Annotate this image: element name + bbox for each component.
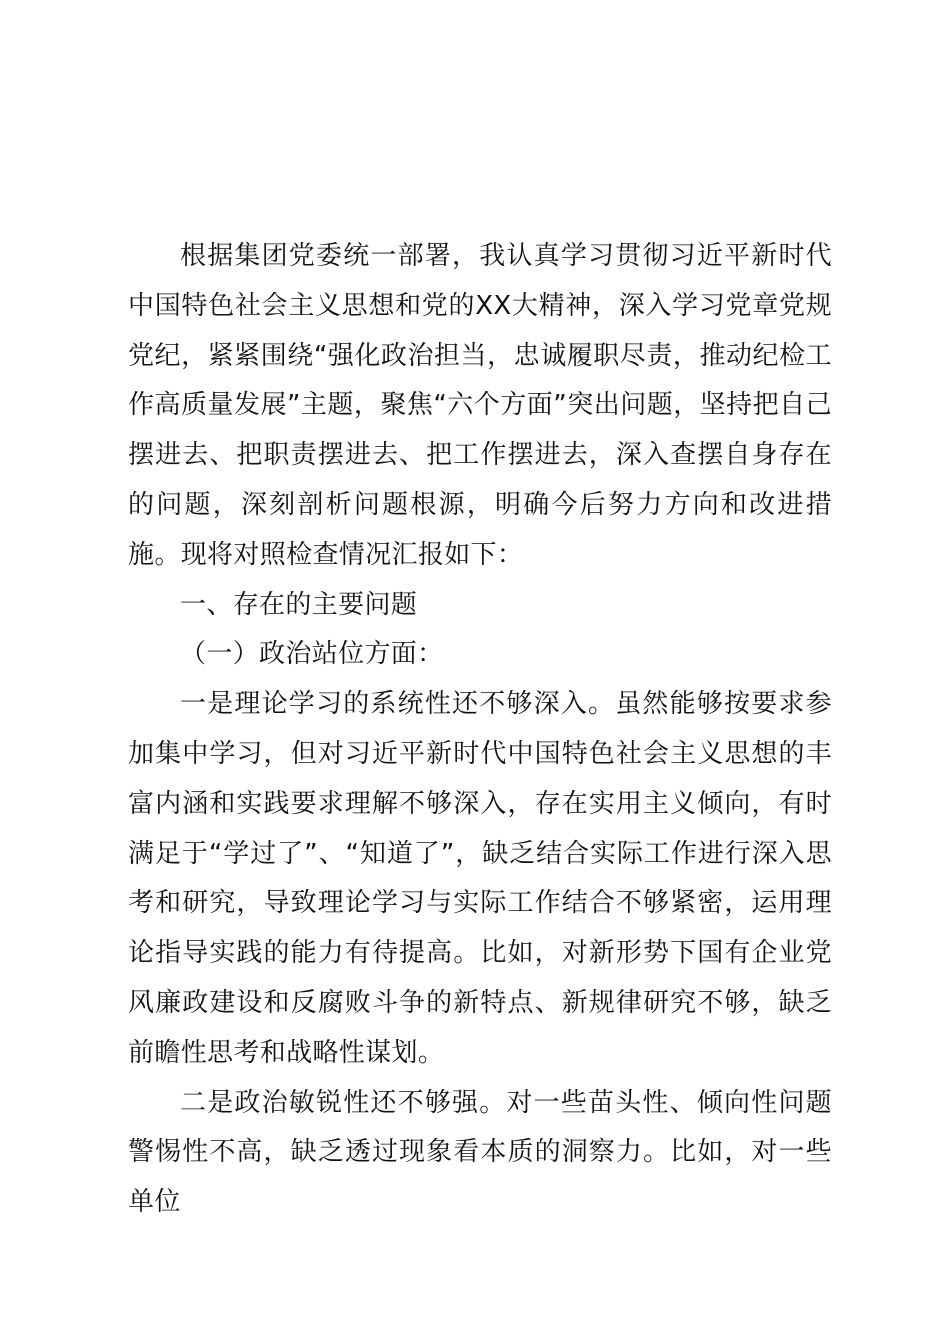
section-heading: 一、存在的主要问题 [180,589,418,620]
subsection-heading: （一）政治站位方面： [180,639,444,670]
point-one-paragraph: 一是理论学习的系统性还不够深入。虽然能够按要求参加集中学习，但对习近平新时代中国特色社会主义思想的丰富内涵和实践要求理解不够深入，存在实用主义倾向，有时满足于“学过了”、“知道了”，缺乏结合实际工作进行深入思考和研究，导致理论学习与实际工作结合不够紧密，运用理论指导实践的能力有待提高。比如，对新形势下国有企业党风廉政建设和反腐败斗争的新特点、新规律研究不够，缺乏前瞻性思考和战略性谋划。 [128,689,832,1068]
point-two-paragraph: 二是政治敏锐性还不够强。对一些苗头性、倾向性问题警惕性不高，缺乏透过现象看本质的洞察力。比如，对一些单位 [128,1087,832,1218]
intro-paragraph: 根据集团党委统一部署，我认真学习贯彻习近平新时代中国特色社会主义思想和党的XX大精神，深入学习党章党规党纪，紧紧围绕“强化政治担当，忠诚履职尽责，推动纪检工作高质量发展”主题，聚焦“六个方面”突出问题，坚持把自己摆进去、把职责摆进去、把工作摆进去，深入查摆自身存在的问题，深刻剖析问题根源，明确今后努力方向和改进措施。现将对照检查情况汇报如下： [128,241,832,570]
document-body [128,232,832,1228]
